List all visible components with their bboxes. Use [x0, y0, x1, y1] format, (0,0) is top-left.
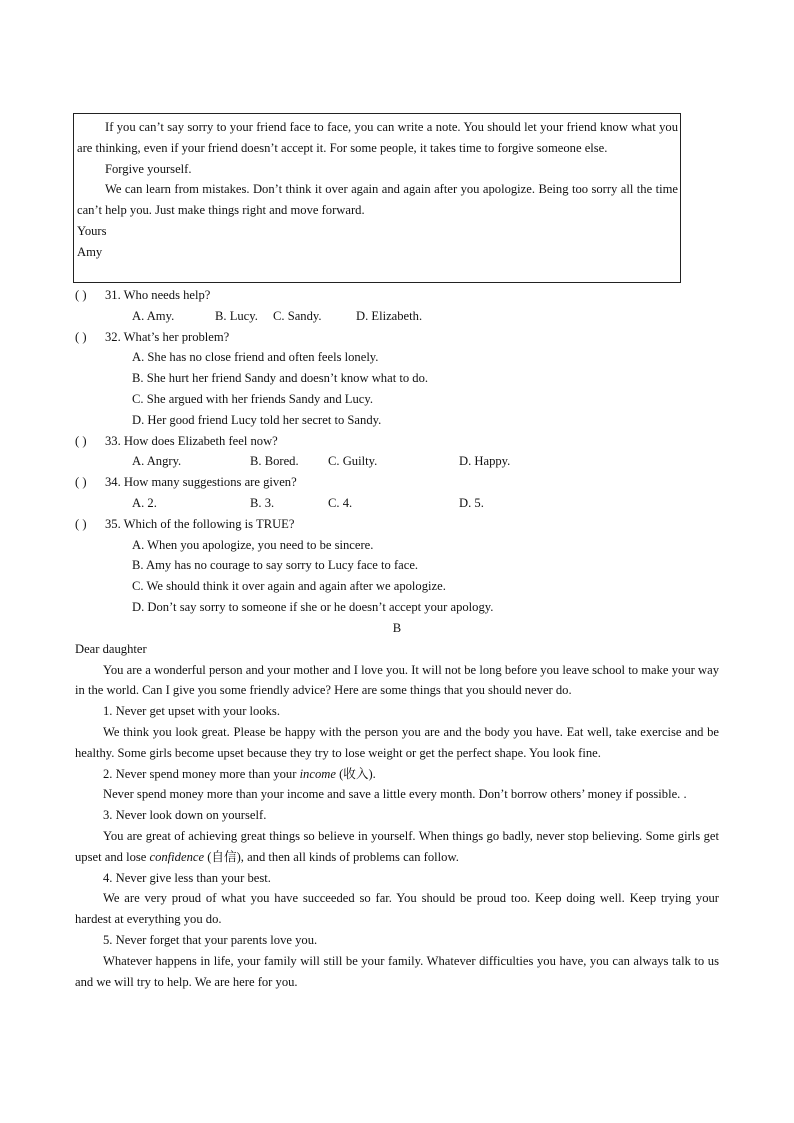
- confidence-word: confidence: [149, 849, 205, 864]
- answer-blank[interactable]: ( ): [75, 433, 87, 448]
- question-stem: 33. How does Elizabeth feel now?: [105, 433, 278, 448]
- heading-gloss: (收入).: [335, 766, 376, 781]
- option-d: D. Elizabeth.: [356, 308, 423, 323]
- advice-heading-3: 3. Never look down on yourself.: [103, 808, 267, 823]
- section-label: B: [392, 621, 402, 635]
- letter-paragraph-2: Forgive yourself.: [105, 161, 192, 176]
- option-d: D. 5.: [459, 495, 484, 510]
- question-34: [75, 472, 725, 493]
- answer-blank[interactable]: ( ): [75, 288, 87, 302]
- paragraph-text-end: (自信), and then all kinds of problems can follow.: [204, 849, 459, 864]
- paragraph-text: You are great of achieving great things so believe in yourself. When things go badly, never stop believing. Some girls get upset and lose: [75, 828, 719, 864]
- option-d: D. Her good friend Lucy told her secret to Sandy.: [132, 412, 382, 427]
- option-a: A. When you apologize, you need to be sincere.: [132, 537, 374, 552]
- option-a: A. 2.: [132, 495, 157, 510]
- option-b: B. Bored.: [250, 454, 299, 469]
- question-stem: 34. How many suggestions are given?: [105, 475, 297, 490]
- answer-blank[interactable]: ( ): [75, 329, 87, 344]
- question-31-options: [75, 306, 725, 327]
- option-d: D. Don’t say sorry to someone if she or he doesn’t accept your apology.: [132, 599, 494, 614]
- option-c: C. We should think it over again and again after we apologize.: [132, 579, 446, 594]
- option-c: C. Sandy.: [273, 308, 322, 323]
- income-word: income: [299, 766, 336, 781]
- option-d: D. Happy.: [459, 454, 511, 469]
- question-32: [75, 327, 725, 348]
- option-b: B. She hurt her friend Sandy and doesn’t know what to do.: [132, 371, 429, 386]
- letter-paragraph-3: We can learn from mistakes. Don’t think it over again and again after you apologize. Being too sorry all the time can’t help you. Just make things right and move forward.: [77, 182, 678, 218]
- passage-b: [75, 618, 719, 992]
- question-31: [75, 285, 725, 306]
- advice-paragraph-3: [75, 826, 719, 868]
- question-stem: 31. Who needs help?: [105, 288, 211, 302]
- option-c: C. 4.: [328, 495, 353, 510]
- heading-text: 2. Never spend money more than your: [103, 766, 300, 781]
- option-c: C. She argued with her friends Sandy and Lucy.: [132, 391, 373, 406]
- question-33-options: [75, 451, 725, 472]
- advice-heading-5: 5. Never forget that your parents love you.: [103, 932, 318, 947]
- advice-paragraph-1: We think you look great. Please be happy with the person you are and the body you have. Eat well, take exercise and be healthy. Some girls become upset because they try to lose weight or get the perfect shape. You look fine.: [75, 724, 719, 760]
- question-stem: 32. What’s her problem?: [105, 329, 230, 344]
- letter-signature: Amy: [77, 244, 103, 259]
- letter-closing: Yours: [77, 223, 107, 238]
- option-a: A. She has no close friend and often feels lonely.: [132, 350, 379, 365]
- question-33: [75, 431, 725, 452]
- passage-a-letter-box: [73, 113, 681, 283]
- option-b: B. 3.: [250, 495, 275, 510]
- question-34-options: [75, 493, 725, 514]
- question-list: [75, 285, 725, 618]
- option-c: C. Guilty.: [328, 454, 378, 469]
- intro-paragraph: You are a wonderful person and your mother and I love you. It will not be long before you leave school to make your way in the world. Can I give you some friendly advice? Here are some things that you should never do.: [75, 662, 719, 698]
- answer-blank[interactable]: ( ): [75, 475, 87, 490]
- letter-greeting: Dear daughter: [75, 641, 147, 656]
- advice-heading-2: [75, 764, 719, 785]
- question-35: [75, 514, 725, 535]
- advice-paragraph-5: Whatever happens in life, your family will still be your family. Whatever difficulties you have, you can always talk to us and we will try to help. We are here for you.: [75, 953, 719, 989]
- option-b: B. Lucy.: [215, 308, 258, 323]
- advice-heading-1: 1. Never get upset with your looks.: [103, 704, 280, 719]
- option-a: A. Amy.: [132, 308, 175, 323]
- option-b: B. Amy has no courage to say sorry to Lucy face to face.: [132, 558, 419, 573]
- advice-paragraph-4: We are very proud of what you have succeeded so far. You should be proud too. Keep doing well. Keep trying your hardest at everything you do.: [75, 891, 719, 927]
- question-stem: 35. Which of the following is TRUE?: [105, 516, 295, 531]
- advice-heading-4: 4. Never give less than your best.: [103, 870, 271, 885]
- advice-paragraph-2: Never spend money more than your income and save a little every month. Don’t borrow others’ money if possible. .: [103, 787, 687, 802]
- answer-blank[interactable]: ( ): [75, 516, 87, 531]
- option-a: A. Angry.: [132, 454, 182, 469]
- letter-paragraph-1: If you can’t say sorry to your friend face to face, you can write a note. You should let your friend know what you are thinking, even if your friend doesn’t accept it. For some people, it takes time to forgive someone else.: [77, 120, 678, 155]
